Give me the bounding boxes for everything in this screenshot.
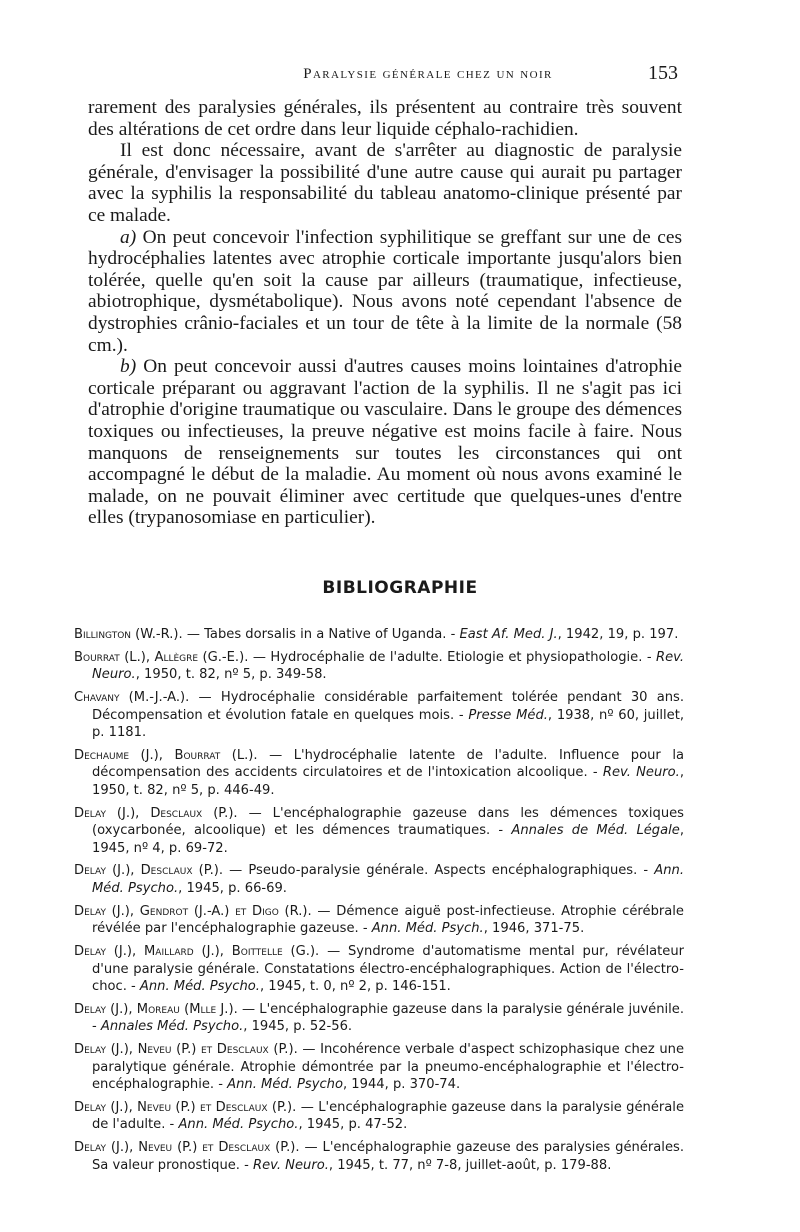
bib-title: — L'encéphalographie gazeuse des paralysies générales. Sa valeur pronostique. - (92, 1140, 684, 1173)
bib-ref: , 1945, p. 47-52. (298, 1117, 408, 1133)
bib-title: — L'encéphalographie gazeuse dans la paralysie générale de l'adulte. - (92, 1099, 684, 1133)
bib-title: — L'hydrocéphalie latente de l'adulte. Influence pour la décompensation des accidents circulatoires et de l'intoxication alcoolique. - (92, 747, 684, 781)
bib-authors: Billington (W.-R.). (74, 627, 183, 642)
bib-authors: Delay (J.), Neveu (P.) et Desclaux (P.). (74, 1140, 300, 1156)
bibliography-entry (74, 689, 684, 742)
paragraph (88, 356, 682, 529)
bib-journal: Ann. Méd. Psych. (371, 921, 484, 937)
bibliography-entry (74, 1001, 684, 1036)
bib-authors: Bourrat (L.), Allègre (G.-E.). (74, 649, 249, 665)
bib-authors: Delay (J.), Neveu (P.) et Desclaux (P.). (74, 1042, 298, 1058)
bibliography-entry (74, 1041, 684, 1094)
bibliography (74, 626, 684, 1180)
bib-journal: Ann. Méd. Psycho. (92, 863, 684, 896)
bib-title: — Démence aiguë post-infectieuse. Atrophie cérébrale révélée par l'encéphalographie gazeuse. - (92, 903, 684, 937)
bib-title: — L'encéphalographie gazeuse dans les démences toxiques (oxycarbonée, alcoolique) et les démences traumatiques. - (92, 805, 684, 839)
bib-authors: Delay (J.), Desclaux (P.). (74, 805, 238, 821)
bib-ref: , 1950, t. 82, nº 5, p. 349-58. (135, 667, 327, 683)
bib-authors: Dechaume (J.), Bourrat (L.). (74, 747, 258, 763)
bib-authors: Chavany (M.-J.-A.). (74, 690, 190, 706)
paragraph-text: On peut concevoir aussi d'autres causes moins lointaines d'atrophie corticale préparant ou aggravant l'action de la syphilis. Il ne s'agit pas ici d'atrophie d'origine traumatique ou vasculaire. Dans le groupe des démences toxiques ou infectieuses, la preuve négative est moins facile à faire. Nous manquons de renseignements sur toutes les circonstances qui ont accompagné le début de la maladie. Au moment où nous avons examiné le malade, on ne pouvait éliminer avec certitude que quelques-unes d'entre elles (trypanosomiase en particulier). (88, 356, 682, 529)
paragraph-text: rarement des paralysies générales, ils présentent au contraire très souvent des altérations de cet ordre dans leur liquide céphalo-rachidien. (88, 97, 682, 140)
bib-title: — Pseudo-paralysie générale. Aspects encéphalographiques. - (223, 863, 655, 879)
bib-ref: , 1945, t. 77, nº 7-8, juillet-août, p. 179-88. (328, 1157, 612, 1173)
bib-ref: , 1938, nº 60, juillet, p. 1181. (92, 707, 684, 741)
bib-journal: Presse Méd. (468, 707, 548, 723)
bib-journal: East Af. Med. J. (459, 627, 558, 642)
bib-journal: Ann. Méd. Psycho. (178, 1117, 299, 1133)
paragraph (88, 97, 682, 140)
bibliography-entry (74, 626, 684, 644)
bib-journal: Annales Méd. Psycho. (100, 1019, 244, 1035)
bib-journal: Rev. Neuro. (253, 1157, 329, 1173)
bib-title: — Tabes dorsalis in a Native of Uganda. - (182, 627, 460, 642)
bib-title: — L'encéphalographie gazeuse dans la paralysie générale juvénile. - (92, 1001, 684, 1035)
bib-ref: , 1944, p. 370-74. (342, 1077, 461, 1093)
bib-authors: Delay (J.), Desclaux (P.). (74, 863, 224, 879)
bibliography-entry (74, 1099, 684, 1134)
bib-journal: Ann. Méd. Psycho. (139, 979, 260, 995)
bib-journal: Ann. Méd. Psycho (227, 1077, 343, 1093)
bib-authors: Delay (J.), Moreau (Mlle J.). (74, 1001, 238, 1017)
paragraph-text: On peut concevoir l'infection syphilitique se greffant sur une de ces hydrocéphalies latentes avec atrophie corticale importante jusqu'alors bien tolérée, quelle qu'en soit la cause par ailleurs (traumatique, infectieuse, abiotrophique, dysmétabolique). Nous avons noté cependant l'absence de dystrophies crânio-faciales et un tour de tête à la limite de la normale (58 cm.). (88, 226, 682, 356)
bib-title: — Syndrome d'automatisme mental pur, révélateur d'une paralysie générale. Constatations électro-encéphalographiques. Action de l'électro-choc. - (92, 944, 684, 995)
bib-title: — Incohérence verbale d'aspect schizophasique chez une paralytique générale. Atrophie démontrée par la pneumo-encéphalographie et l'électro-encéphalographie. - (92, 1042, 684, 1093)
bib-authors: Delay (J.), Maillard (J.), Boittelle (G.). (74, 944, 320, 960)
running-title: Paralysie générale chez un noir (303, 66, 553, 82)
bib-ref: , 1945, nº 4, p. 69-72. (92, 823, 685, 856)
bib-authors: Delay (J.), Neveu (P.) et Desclaux (P.). (74, 1099, 297, 1115)
bib-journal: Rev. Neuro. (92, 649, 685, 683)
bib-journal: Annales de Méd. Légale (511, 823, 680, 839)
bibliography-entry (74, 943, 684, 996)
paragraph-lead: a) (120, 226, 137, 248)
body-text (88, 97, 682, 529)
paragraph (88, 227, 682, 357)
paragraph-text: Il est donc nécessaire, avant de s'arrêter au diagnostic de paralysie générale, d'envisager la possibilité d'une autre cause qui aurait pu partager avec la syphilis la responsabilité du tableau anatomo-clinique présenté par ce malade. (88, 140, 682, 226)
bib-ref: , 1945, t. 0, nº 2, p. 146-151. (259, 979, 451, 995)
bib-ref: , 1946, 371-75. (483, 921, 585, 937)
paragraph (88, 140, 682, 226)
bib-authors: Delay (J.), Gendrot (J.-A.) et Digo (R.). (74, 903, 312, 919)
bibliography-entry (74, 805, 684, 858)
bibliography-entry (74, 747, 684, 800)
bib-journal: Rev. Neuro. (602, 765, 680, 781)
bib-ref: , 1945, p. 52-56. (243, 1019, 353, 1035)
bib-title: — Hydrocéphalie considérable parfaitement tolérée pendant 30 ans. Décompensation et évolution fatale en quelques mois. - (92, 690, 684, 723)
bibliography-entry (74, 903, 684, 938)
bib-ref: , 1945, p. 66-69. (178, 880, 287, 896)
bib-ref: , 1942, 19, p. 197. (557, 627, 679, 642)
bibliography-entry (74, 862, 684, 897)
bib-ref: , 1950, t. 82, nº 5, p. 446-49. (92, 765, 684, 798)
bibliography-title: BIBLIOGRAPHIE (322, 578, 478, 598)
paragraph-lead: b) (120, 356, 137, 378)
bibliography-entry (74, 649, 684, 684)
page-number: 153 (648, 62, 678, 84)
bibliography-entry (74, 1139, 684, 1174)
bib-title: — Hydrocéphalie de l'adulte. Etiologie et physiopathologie. - (248, 649, 657, 665)
